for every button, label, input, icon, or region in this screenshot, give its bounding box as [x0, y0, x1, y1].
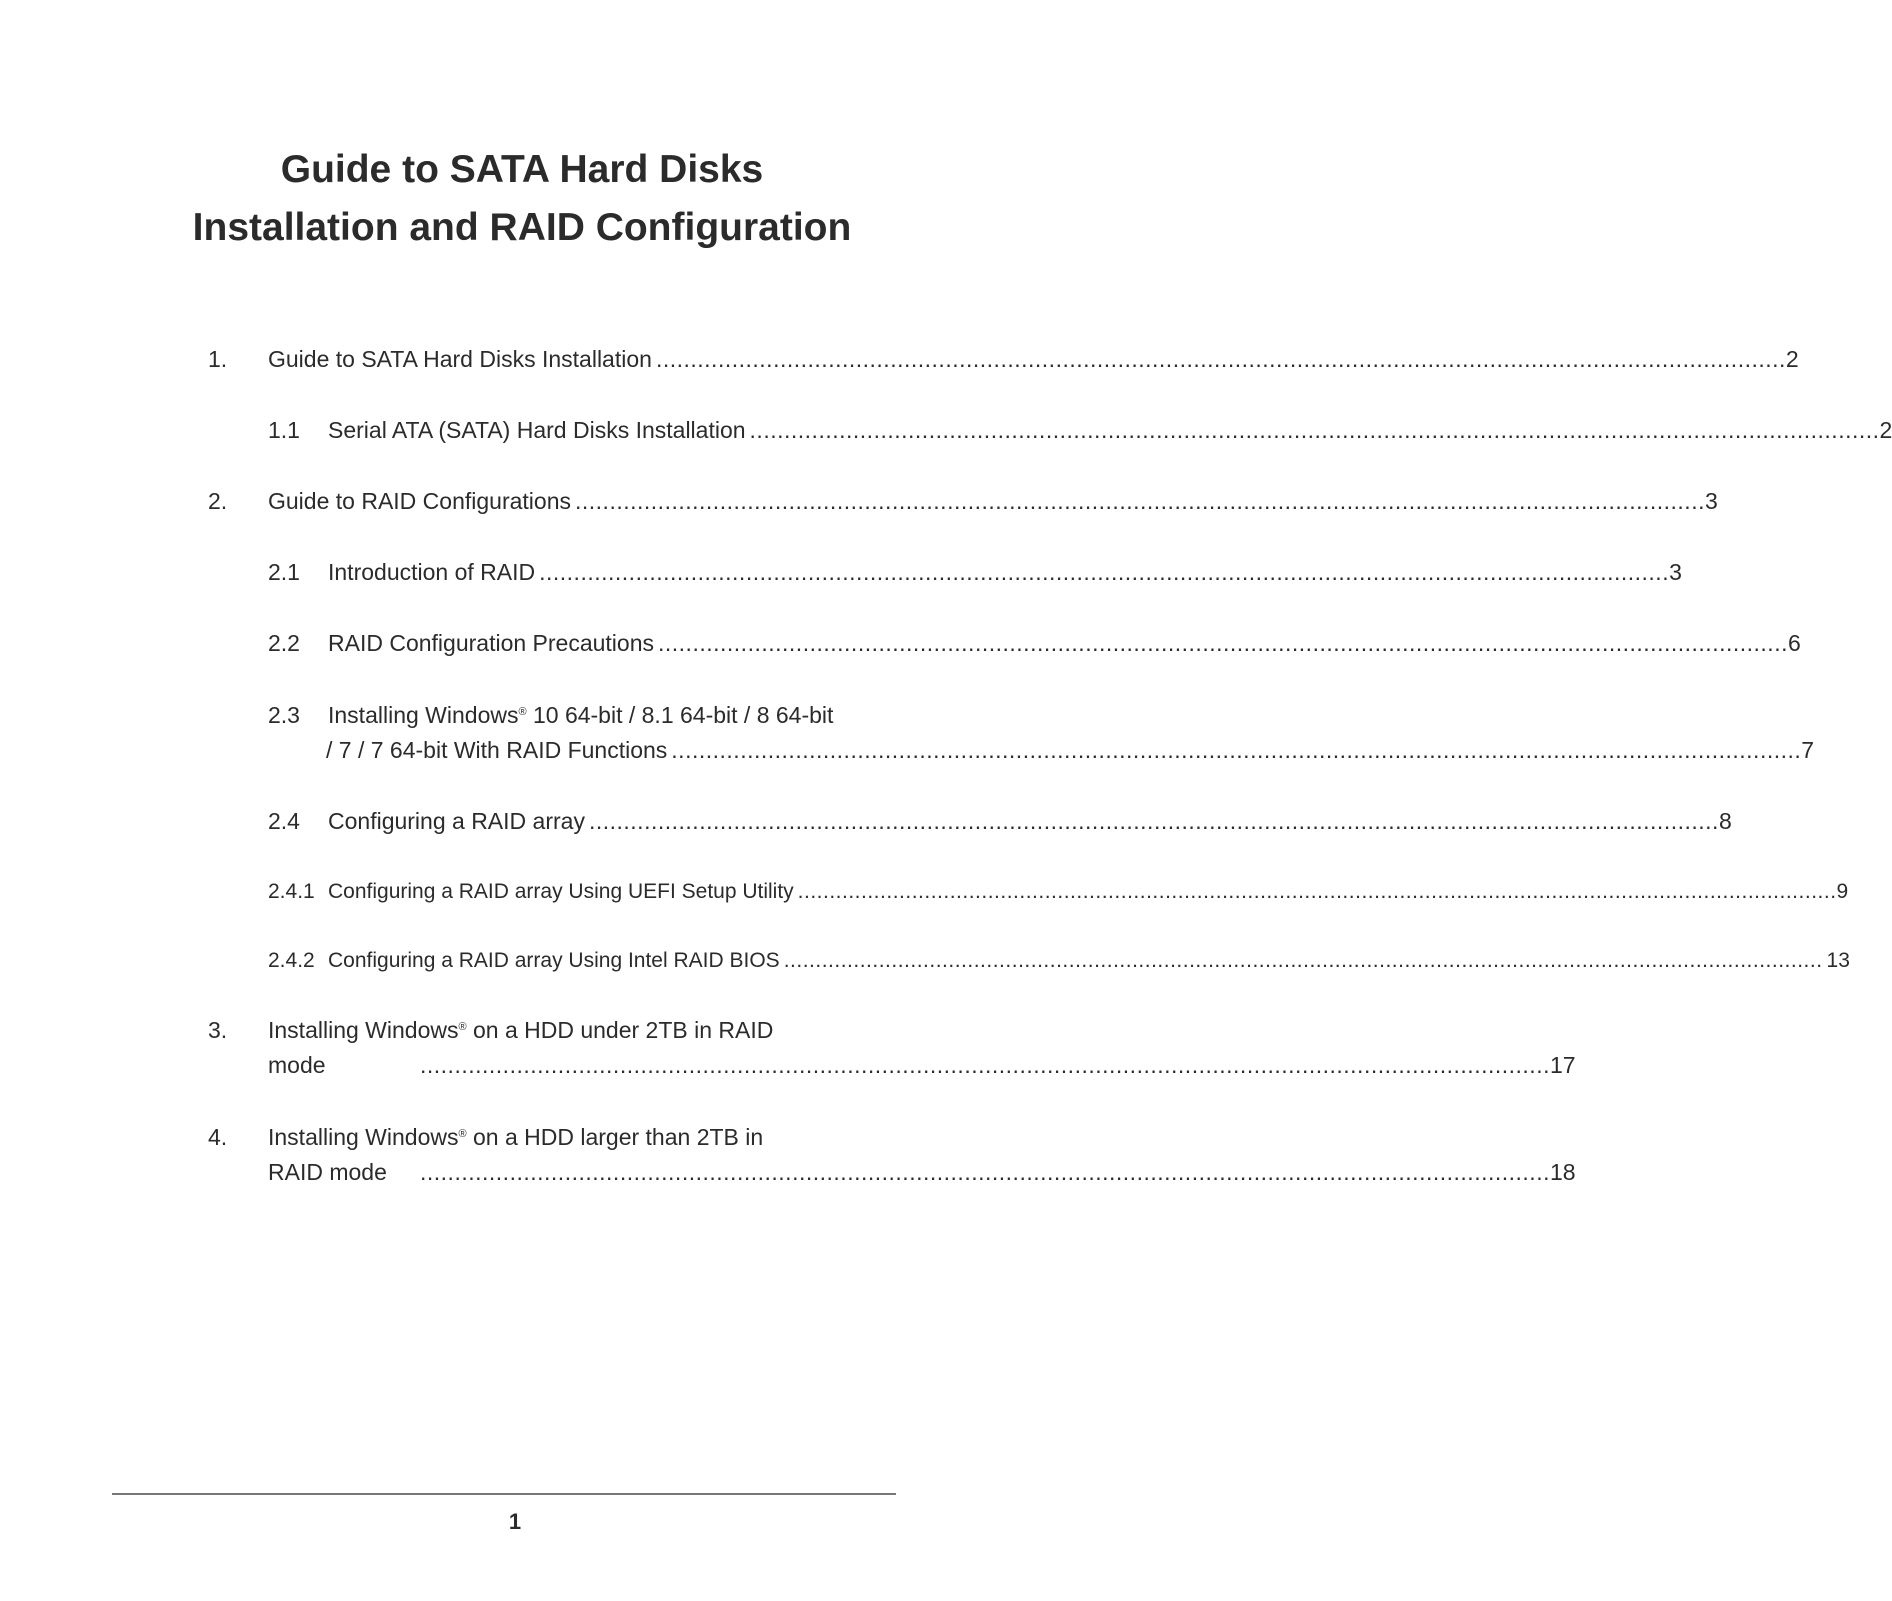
toc-page: 2	[1785, 346, 1799, 372]
toc-number: 4.	[208, 1124, 228, 1150]
toc-title: Configuring a RAID array Using UEFI Setup Utility	[328, 880, 794, 903]
registered-mark: ®	[458, 1128, 467, 1140]
toc-number: 2.2	[268, 630, 300, 656]
toc-page: 9	[1836, 880, 1849, 903]
document-title-line-2: Installation and RAID Configuration	[192, 206, 852, 249]
toc-leader: ....................................................................................................................................................................	[671, 737, 1802, 763]
toc-number: 2.3	[268, 702, 300, 728]
toc-number: 2.1	[268, 559, 300, 585]
toc-number: 3.	[208, 1017, 228, 1043]
toc-entry-2-3[interactable]	[0, 701, 1815, 771]
toc-leader: ....................................................................................................................................................................	[783, 949, 1823, 972]
toc-page: 17	[1549, 1052, 1576, 1078]
toc-title-line-1: Installing Windows® on a HDD under 2TB in RAID	[268, 1017, 774, 1043]
toc-title-line-2: / 7 / 7 64-bit With RAID Functions	[326, 737, 668, 763]
toc-title: Guide to SATA Hard Disks Installation	[268, 346, 652, 372]
toc-leader: ....................................................................................................................................................................	[539, 559, 1670, 585]
toc-leader: ....................................................................................................................................................................	[420, 1052, 1550, 1078]
toc-page: 3	[1704, 488, 1718, 514]
toc-number: 1.1	[268, 417, 300, 443]
toc-page: 7	[1801, 737, 1815, 763]
toc-page: 2	[1879, 417, 1892, 443]
toc-title: Configuring a RAID array	[328, 808, 585, 834]
toc-title: Configuring a RAID array Using Intel RAID BIOS	[328, 949, 780, 972]
toc-leader: ....................................................................................................................................................................	[749, 417, 1880, 443]
toc-title: Guide to RAID Configurations	[268, 488, 571, 514]
toc-title-line-1: Installing Windows® 10 64-bit / 8.1 64-bit / 8 64-bit	[328, 702, 834, 728]
footer-divider	[112, 1493, 896, 1495]
registered-mark: ®	[458, 1021, 467, 1033]
toc-title: RAID Configuration Precautions	[328, 630, 654, 656]
toc-title-line-2: RAID mode	[268, 1159, 387, 1185]
toc-number: 2.4	[268, 808, 300, 834]
toc-number: 2.	[208, 488, 228, 514]
page-number: 1	[508, 1509, 522, 1534]
registered-mark: ®	[518, 706, 527, 718]
toc-leader: ....................................................................................................................................................................	[575, 488, 1705, 514]
toc-leader: ....................................................................................................................................................................	[655, 346, 1786, 372]
toc-title-line-2: mode	[268, 1052, 326, 1078]
toc-leader: ....................................................................................................................................................................	[588, 808, 1719, 834]
toc-number: 1.	[208, 346, 228, 372]
toc-page: 8	[1718, 808, 1732, 834]
toc-title-line-1: Installing Windows® on a HDD larger than 2TB in	[268, 1124, 764, 1150]
toc-leader: ....................................................................................................................................................................	[658, 630, 1788, 656]
toc-entry-4[interactable]	[0, 1123, 1576, 1193]
toc-page: 3	[1669, 559, 1682, 585]
toc-number: 2.4.1	[268, 880, 315, 903]
toc-leader: ....................................................................................................................................................................	[797, 880, 1837, 903]
toc-number: 2.4.2	[268, 949, 315, 972]
document-title-line-1: Guide to SATA Hard Disks	[280, 148, 764, 191]
toc-page: 18	[1549, 1159, 1576, 1185]
toc-entry-3[interactable]	[0, 1016, 1576, 1086]
toc-leader: ....................................................................................................................................................................	[420, 1159, 1550, 1185]
toc-page: 13	[1826, 949, 1850, 972]
toc-title: Introduction of RAID	[328, 559, 536, 585]
toc-title: Serial ATA (SATA) Hard Disks Installation	[328, 417, 746, 443]
toc-page: 6	[1787, 630, 1801, 656]
